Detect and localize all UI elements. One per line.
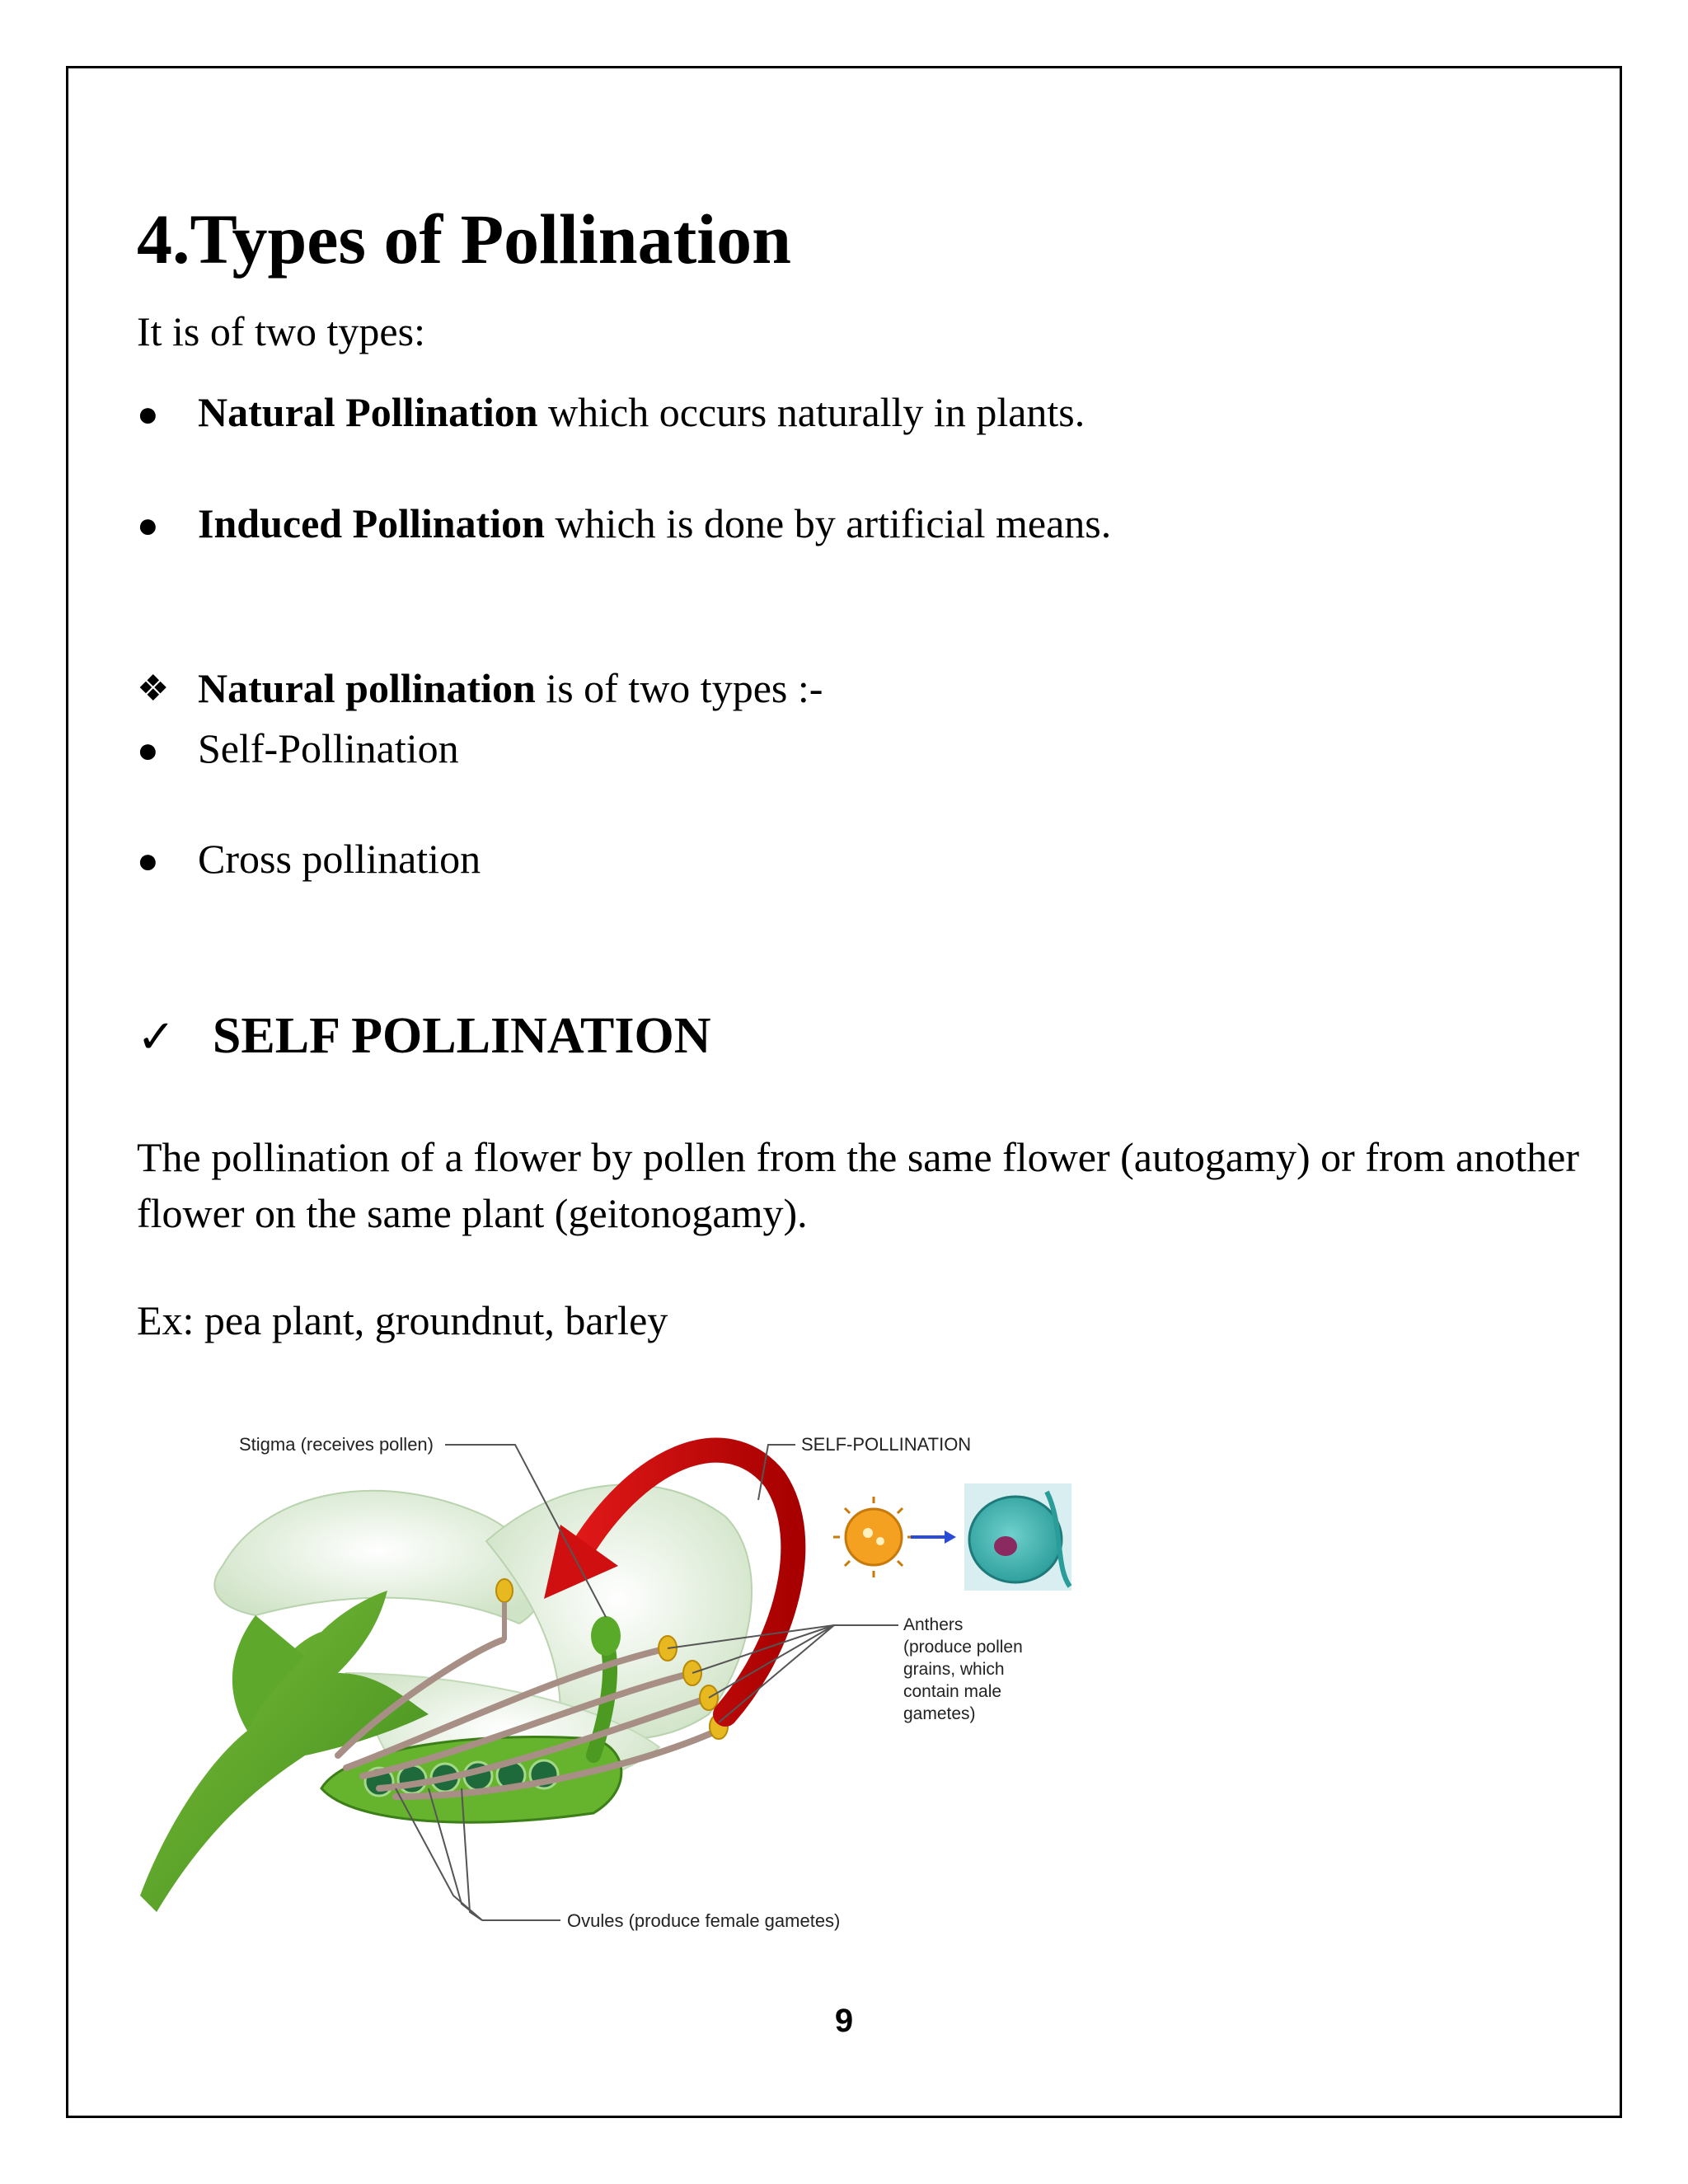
anthers-label: Anthers (produce pollen grains, which contain male gametes) bbox=[903, 1615, 1023, 1723]
page-number: 9 bbox=[834, 2003, 854, 2039]
intro-text: It is of two types: bbox=[137, 308, 425, 354]
cell-icon bbox=[969, 1497, 1062, 1582]
stigma-label: Stigma (receives pollen) bbox=[239, 1434, 434, 1455]
pollen-grain-icon bbox=[833, 1497, 914, 1577]
ovules-label: Ovules (produce female gametes) bbox=[567, 1910, 841, 1931]
list-item: Cross pollination bbox=[198, 836, 481, 882]
bullet-icon: ● bbox=[137, 505, 159, 546]
bullet-icon: ● bbox=[137, 841, 159, 881]
stigma-shape bbox=[591, 1616, 621, 1656]
diamond-bullet-icon: ❖ bbox=[137, 668, 170, 709]
self-pollination-diagram bbox=[132, 1401, 1104, 1945]
list-item-term: Induced Pollination bbox=[198, 500, 545, 546]
natural-desc: is of two types :- bbox=[546, 665, 823, 711]
list-item-desc: which occurs naturally in plants. bbox=[548, 389, 1085, 435]
examples-text: Ex: pea plant, groundnut, barley bbox=[137, 1297, 668, 1343]
section-heading bbox=[137, 1007, 711, 1066]
natural-term: Natural pollination bbox=[198, 665, 536, 711]
list-item: Self-Pollination bbox=[198, 725, 459, 771]
list-item-desc: which is done by artificial means. bbox=[555, 500, 1112, 546]
bullet-icon: ● bbox=[137, 394, 159, 434]
list-item bbox=[198, 387, 1085, 437]
definition-paragraph: The pollination of a flower by pollen from the same flower (autogamy) or from another flower on the same plant (geitonogamy). bbox=[137, 1134, 1579, 1236]
bullet-icon: ● bbox=[137, 730, 159, 771]
list-item-term: Natural Pollination bbox=[198, 389, 538, 435]
self-pollination-label: SELF-POLLINATION bbox=[801, 1434, 972, 1455]
section-title: SELF POLLINATION bbox=[212, 1008, 711, 1064]
page-heading: 4.Types of Pollination bbox=[137, 199, 791, 279]
natural-pollination-line bbox=[198, 663, 823, 713]
check-icon: ✓ bbox=[137, 1010, 176, 1064]
list-item bbox=[198, 499, 1111, 548]
blue-arrow-icon bbox=[945, 1530, 956, 1544]
